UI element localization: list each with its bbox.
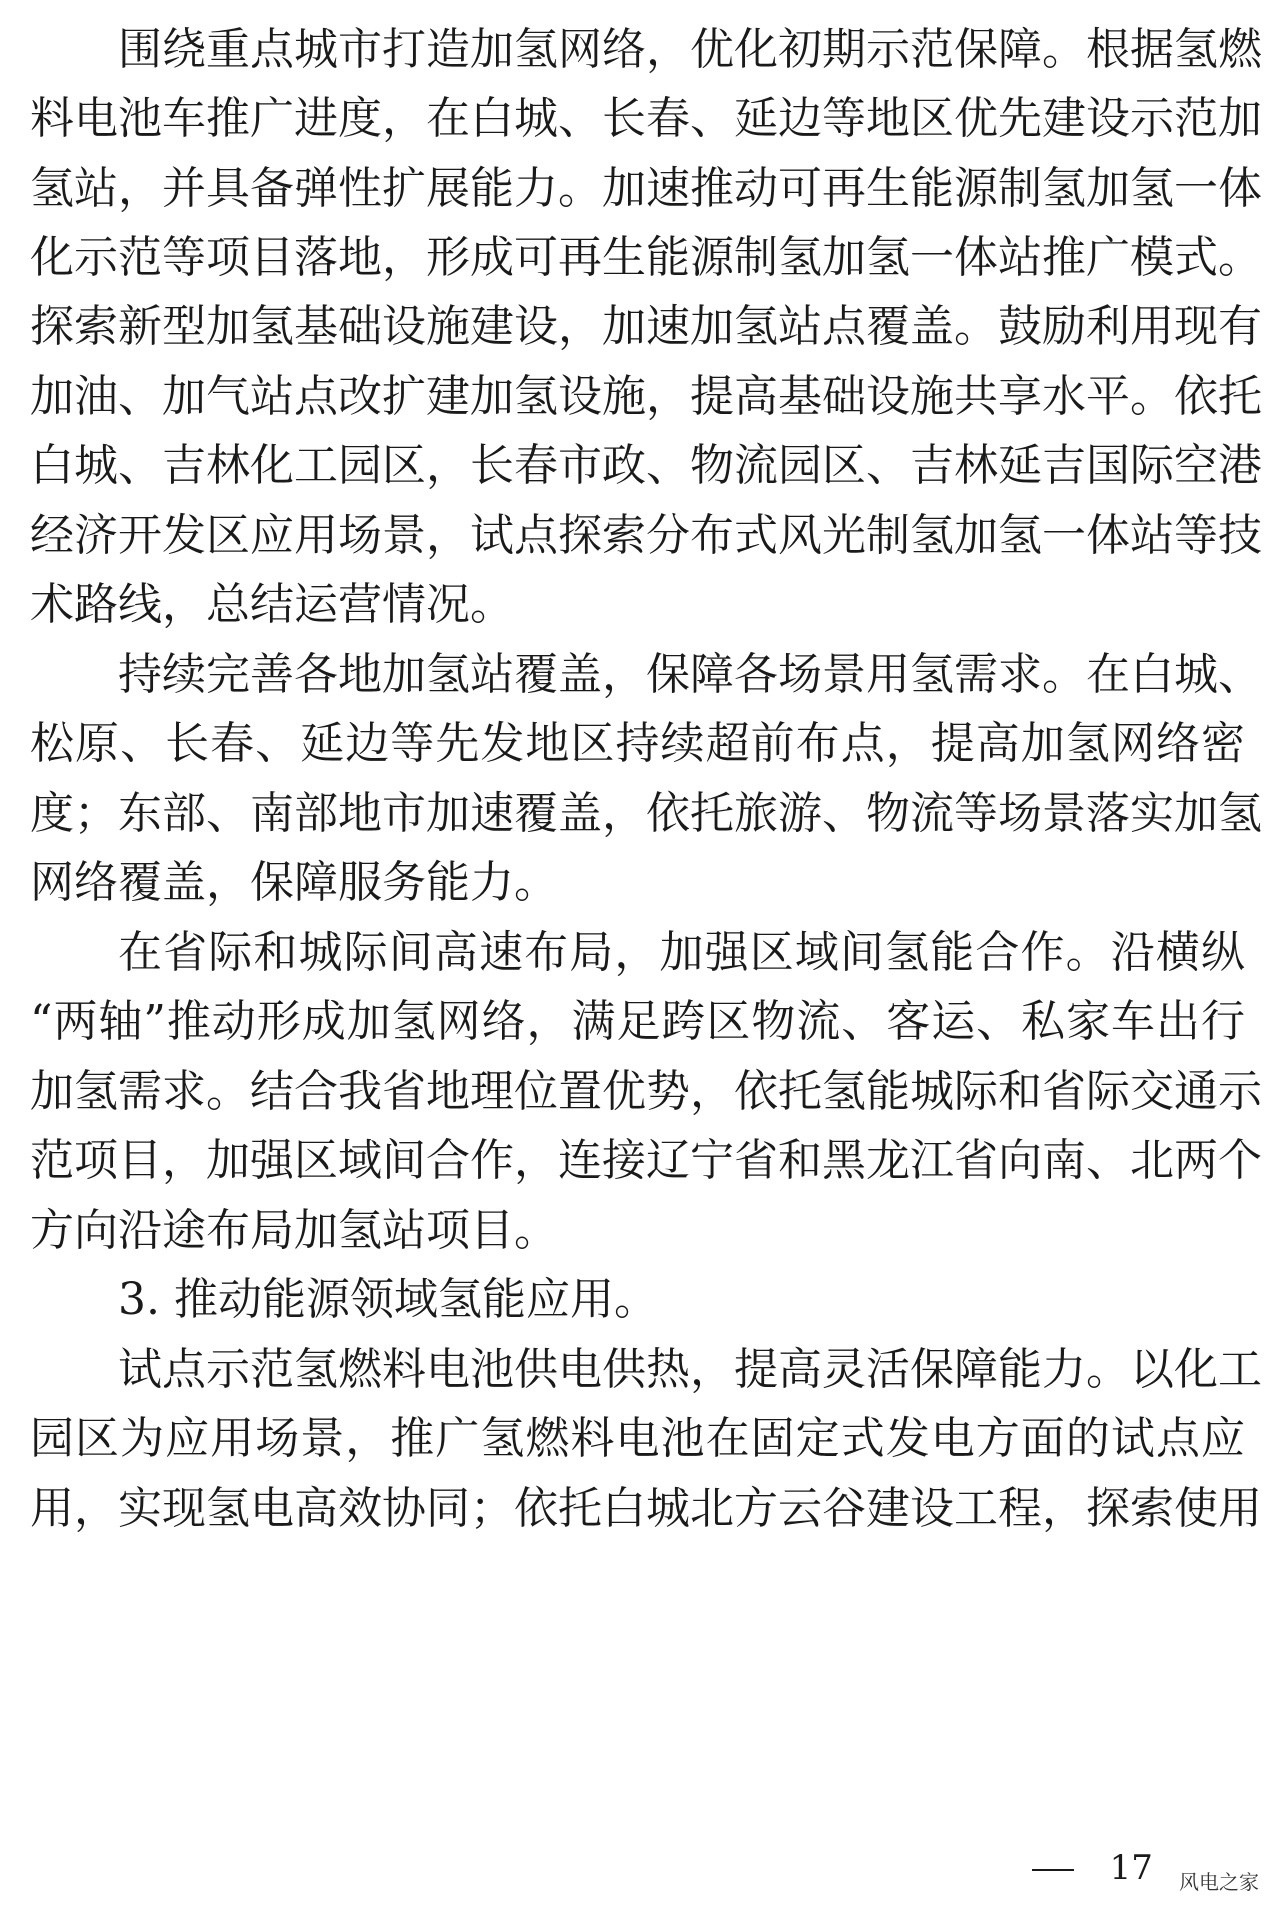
text-line: 在省际和城际间高速布局，加强区域间氢能合作。沿横纵 (118, 927, 1245, 978)
page-number: 17 (1109, 1848, 1153, 1888)
watermark-logo-text: 风电之家 (1175, 1868, 1263, 1896)
footer-dash-left (1032, 1869, 1074, 1871)
text-line: 方向沿途布局加氢站项目。 (30, 1205, 558, 1256)
text-line: 用，实现氢电高效协同；依托白城北方云谷建设工程，探索使用 (30, 1483, 1262, 1534)
section-heading: 3. 推动能源领域氢能应用。 (118, 1274, 658, 1325)
text-line: 网络覆盖，保障服务能力。 (30, 857, 558, 908)
text-line: 经济开发区应用场景，试点探索分布式风光制氢加氢一体站等技 (30, 510, 1262, 561)
text-line: 白城、吉林化工园区，长春市政、物流园区、吉林延吉国际空港 (30, 440, 1262, 491)
text-line: 松原、长春、延边等先发地区持续超前布点，提高加氢网络密 (30, 718, 1245, 769)
text-line: 料电池车推广进度，在白城、长春、延边等地区优先建设示范加 (30, 93, 1262, 144)
text-line: 化示范等项目落地，形成可再生能源制氢加氢一体站推广模式。 (30, 232, 1262, 283)
text-line: 氢站，并具备弹性扩展能力。加速推动可再生能源制氢加氢一体 (30, 163, 1262, 214)
text-line: 持续完善各地加氢站覆盖，保障各场景用氢需求。在白城、 (118, 649, 1262, 700)
text-line: 度；东部、南部地市加速覆盖，依托旅游、物流等场景落实加氢 (30, 788, 1262, 839)
text-line: 术路线，总结运营情况。 (30, 579, 514, 630)
text-line: 园区为应用场景，推广氢燃料电池在固定式发电方面的试点应 (30, 1413, 1245, 1464)
text-line: 探索新型加氢基础设施建设，加速加氢站点覆盖。鼓励利用现有 (30, 301, 1262, 352)
text-line: 加油、加气站点改扩建加氢设施，提高基础设施共享水平。依托 (30, 371, 1262, 422)
text-line: “两轴”推动形成加氢网络，满足跨区物流、客运、私家车出行 (30, 996, 1245, 1047)
text-line: 范项目，加强区域间合作，连接辽宁省和黑龙江省向南、北两个 (30, 1135, 1262, 1186)
text-line: 试点示范氢燃料电池供电供热，提高灵活保障能力。以化工 (118, 1344, 1262, 1395)
text-line: 围绕重点城市打造加氢网络，优化初期示范保障。根据氢燃 (118, 24, 1262, 75)
text-line: 加氢需求。结合我省地理位置优势，依托氢能城际和省际交通示 (30, 1066, 1262, 1117)
